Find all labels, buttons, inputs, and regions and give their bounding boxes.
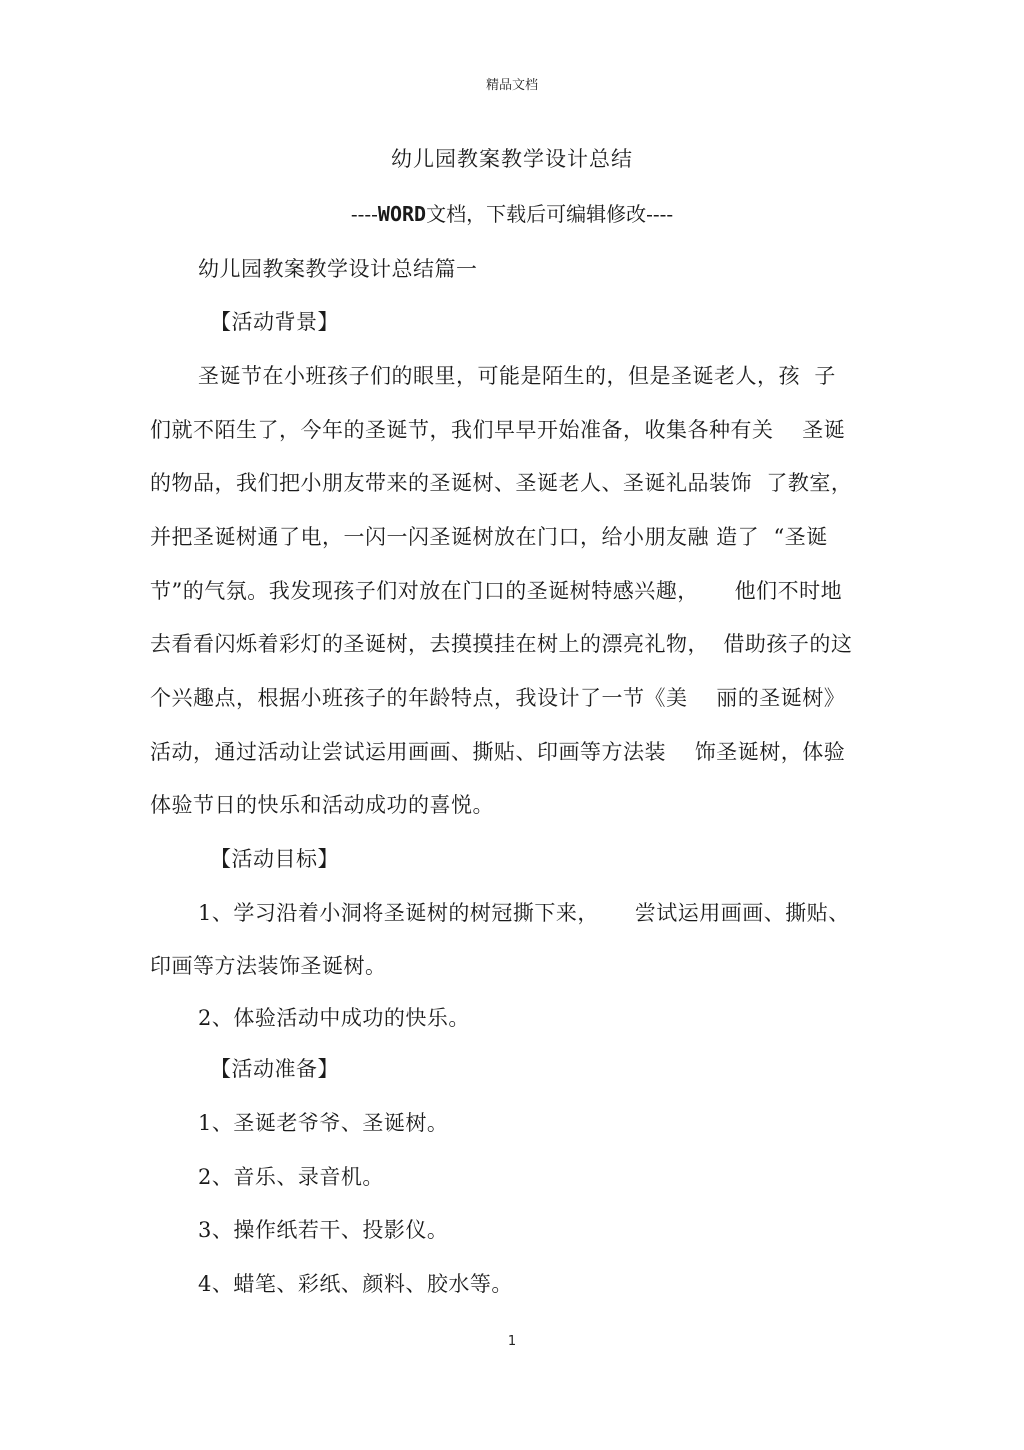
document-subtitle [0, 198, 1024, 227]
goal-line: 印画等方法装饰圣诞树。 [150, 954, 387, 978]
background-line: 活动，通过活动让尝试运用画画、撕贴、印画等方法装 饰圣诞树，体验 [150, 740, 846, 764]
background-line: 个兴趣点，根据小班孩子的年龄特点，我设计了一节《美 丽的圣诞树》 [150, 686, 846, 710]
background-line: 并把圣诞树通了电，一闪一闪圣诞树放在门口，给小朋友融 造了 “圣诞 [150, 525, 828, 549]
page-header: 精品文档 [485, 78, 538, 93]
subtitle-suffix: ---- [646, 202, 674, 226]
background-line: 体验节日的快乐和活动成功的喜悦。 [150, 793, 494, 817]
subtitle-word: WORD [377, 202, 427, 226]
document-title: 幼儿园教案教学设计总结 [391, 147, 633, 171]
preparation-item: 2、音乐、录音机。 [198, 1165, 384, 1189]
goal-line: 1、学习沿着小洞将圣诞树的树冠撕下来， 尝试运用画画、撕贴、 [198, 901, 850, 925]
background-heading: 【活动背景】 [210, 310, 339, 334]
background-line: 的物品，我们把小朋友带来的圣诞树、圣诞老人、圣诞礼品装饰 了教室， [150, 471, 853, 495]
background-line: 去看看闪烁着彩灯的圣诞树，去摸摸挂在树上的漂亮礼物， 借助孩子的这 [150, 632, 853, 656]
background-line: 们就不陌生了，今年的圣诞节，我们早早开始准备，收集各种有关 圣诞 [150, 418, 846, 442]
background-line: 圣诞节在小班孩子们的眼里，可能是陌生的，但是圣诞老人，孩 子 [198, 364, 836, 388]
goal-line: 2、体验活动中成功的快乐。 [198, 1006, 470, 1030]
subtitle-middle: 文档，下载后可编辑修改 [426, 202, 647, 226]
page-number: 1 [507, 1334, 517, 1349]
preparation-heading: 【活动准备】 [210, 1057, 339, 1081]
section-title: 幼儿园教案教学设计总结篇一 [198, 257, 478, 281]
subtitle-prefix: ---- [350, 202, 378, 226]
preparation-item: 3、操作纸若干、投影仪。 [198, 1218, 449, 1242]
goals-heading: 【活动目标】 [210, 847, 339, 871]
background-line: 节”的气氛。我发现孩子们对放在门口的圣诞树特感兴趣， 他们不时地 [150, 579, 843, 603]
preparation-item: 1、圣诞老爷爷、圣诞树。 [198, 1111, 449, 1135]
preparation-item: 4、蜡笔、彩纸、颜料、胶水等。 [198, 1272, 513, 1296]
